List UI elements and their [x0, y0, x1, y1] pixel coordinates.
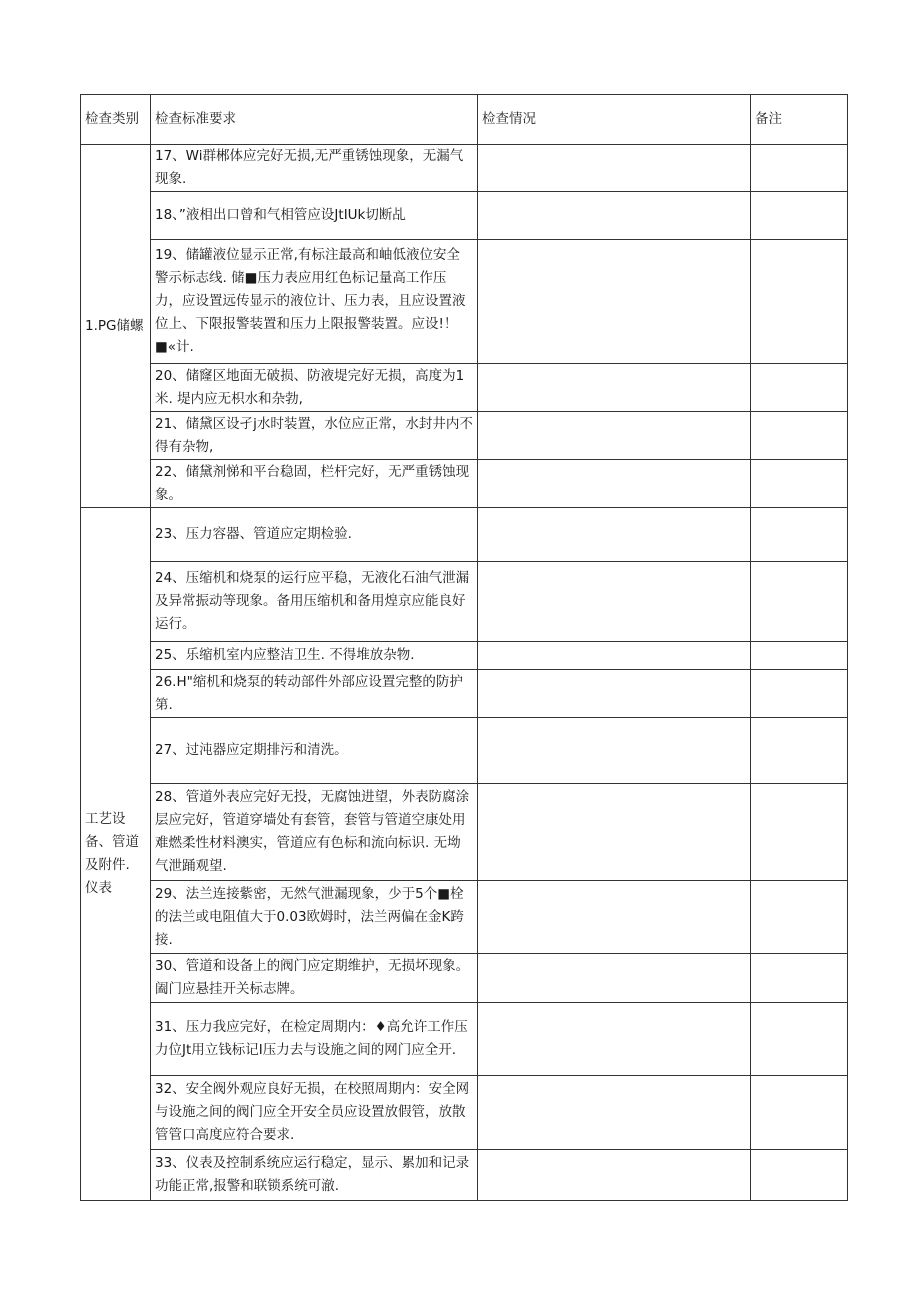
- category-cell: 1.PG储螺: [81, 145, 151, 508]
- status-cell[interactable]: [478, 1150, 751, 1201]
- header-status: 检查情况: [478, 95, 751, 145]
- table-row: [81, 954, 848, 1003]
- header-note: 备注: [751, 95, 848, 145]
- status-cell[interactable]: [478, 145, 751, 192]
- status-cell[interactable]: [478, 642, 751, 670]
- table-row: [81, 508, 848, 562]
- table-row: [81, 784, 848, 881]
- table-row: [81, 562, 848, 642]
- note-cell[interactable]: [751, 1076, 848, 1150]
- table-row: [81, 460, 848, 508]
- status-cell[interactable]: [478, 1076, 751, 1150]
- standard-cell: 30、管道和设备上的阀门应定期维护，无损坏现象。阖门应悬挂开关标志牌。: [151, 954, 478, 1003]
- note-cell[interactable]: [751, 881, 848, 954]
- standard-cell: 19、储罐液位显示正常,有标注最高和岫低液位安全警示标志线. 储■压力表应用红色标记量高工作压力，应设置远传显示的液位计、压力表，且应设置液位上、下限报警装置和压力上限报警装置。应设!！■«计.: [151, 240, 478, 364]
- note-cell[interactable]: [751, 562, 848, 642]
- header-standard: 检查标准要求: [151, 95, 478, 145]
- note-cell[interactable]: [751, 718, 848, 784]
- status-cell[interactable]: [478, 784, 751, 881]
- standard-cell: 22、储黛剂悌和平台稳固，栏杆完好，无严重锈蚀现象。: [151, 460, 478, 508]
- standard-cell: 25、乐缩机室内应整洁卫生. 不得堆放杂物.: [151, 642, 478, 670]
- standard-cell: 21、储黛区设孑j水时装置，水位应正常，水封井内不得有杂物,: [151, 412, 478, 460]
- table-row: [81, 364, 848, 412]
- inspection-table: [80, 94, 848, 1201]
- table-row: [81, 881, 848, 954]
- status-cell[interactable]: [478, 508, 751, 562]
- table-row: [81, 1076, 848, 1150]
- table-row: [81, 1003, 848, 1076]
- note-cell[interactable]: [751, 670, 848, 718]
- table-row: [81, 1150, 848, 1201]
- status-cell[interactable]: [478, 412, 751, 460]
- status-cell[interactable]: [478, 192, 751, 240]
- standard-cell: 29、法兰连接紫密，无然气泄漏现象，少于5个■栓的法兰或电阻值大于0.03欧姆时，法兰两偏在金K跨接.: [151, 881, 478, 954]
- note-cell[interactable]: [751, 460, 848, 508]
- standard-cell: 20、储窿区地面无破损、防液堤完好无损，高度为1米. 堤内应无枳水和杂勃,: [151, 364, 478, 412]
- status-cell[interactable]: [478, 1003, 751, 1076]
- note-cell[interactable]: [751, 1003, 848, 1076]
- standard-cell: 27、过沌器应定期排污和清洗。: [151, 718, 478, 784]
- table-row: [81, 718, 848, 784]
- status-cell[interactable]: [478, 718, 751, 784]
- status-cell[interactable]: [478, 364, 751, 412]
- header-row: [81, 95, 848, 145]
- standard-cell: 24、压缩机和烧泵的运行应平稳，无液化石油气泄漏及异常振动等现象。备用压缩机和备用煌京应能良好运行。: [151, 562, 478, 642]
- status-cell[interactable]: [478, 240, 751, 364]
- note-cell[interactable]: [751, 954, 848, 1003]
- table-row: [81, 670, 848, 718]
- header-category: 检查类别: [81, 95, 151, 145]
- note-cell[interactable]: [751, 240, 848, 364]
- note-cell[interactable]: [751, 412, 848, 460]
- standard-cell: 23、压力容器、管道应定期检验.: [151, 508, 478, 562]
- standard-cell: 17、Wi群郴体应完好无损,无严重锈蚀现象，无漏气现象.: [151, 145, 478, 192]
- standard-cell: 28、管道外表应完好无投，无腐蚀进望，外表防腐涂层应完好，管道穿墙处有套管，套管与管道空康处用难燃柔性材料澳实，管道应有色标和流向标识. 无坳气泄踊观望.: [151, 784, 478, 881]
- table-row: [81, 145, 848, 192]
- standard-cell: 32、安全阀外观应良好无损，在校照周期内：安全网与设施之间的阀门应全开安全员应设置放假管，放散管管口高度应符合要求.: [151, 1076, 478, 1150]
- note-cell[interactable]: [751, 508, 848, 562]
- standard-cell: 26.H"缩机和烧泵的转动部件外部应设置完整的防护第.: [151, 670, 478, 718]
- category-cell: 工艺设备、管道及附件. 仪表: [81, 508, 151, 1201]
- note-cell[interactable]: [751, 145, 848, 192]
- table-row: [81, 642, 848, 670]
- standard-cell: 31、压力我应完好，在检定周期内：♦高允许工作压力位Jt用立钱标记I压力去与设施之间的网门应全开.: [151, 1003, 478, 1076]
- status-cell[interactable]: [478, 881, 751, 954]
- table-row: [81, 240, 848, 364]
- note-cell[interactable]: [751, 642, 848, 670]
- standard-cell: 18、”液相出口曾和气相管应设JtIUk切断乩: [151, 192, 478, 240]
- note-cell[interactable]: [751, 784, 848, 881]
- note-cell[interactable]: [751, 1150, 848, 1201]
- status-cell[interactable]: [478, 670, 751, 718]
- status-cell[interactable]: [478, 954, 751, 1003]
- table-row: [81, 412, 848, 460]
- status-cell[interactable]: [478, 562, 751, 642]
- standard-cell: 33、仪表及控制系统应运行稳定，显示、累加和记录功能正常,报警和联锁系统可澈.: [151, 1150, 478, 1201]
- status-cell[interactable]: [478, 460, 751, 508]
- table-row: [81, 192, 848, 240]
- note-cell[interactable]: [751, 364, 848, 412]
- note-cell[interactable]: [751, 192, 848, 240]
